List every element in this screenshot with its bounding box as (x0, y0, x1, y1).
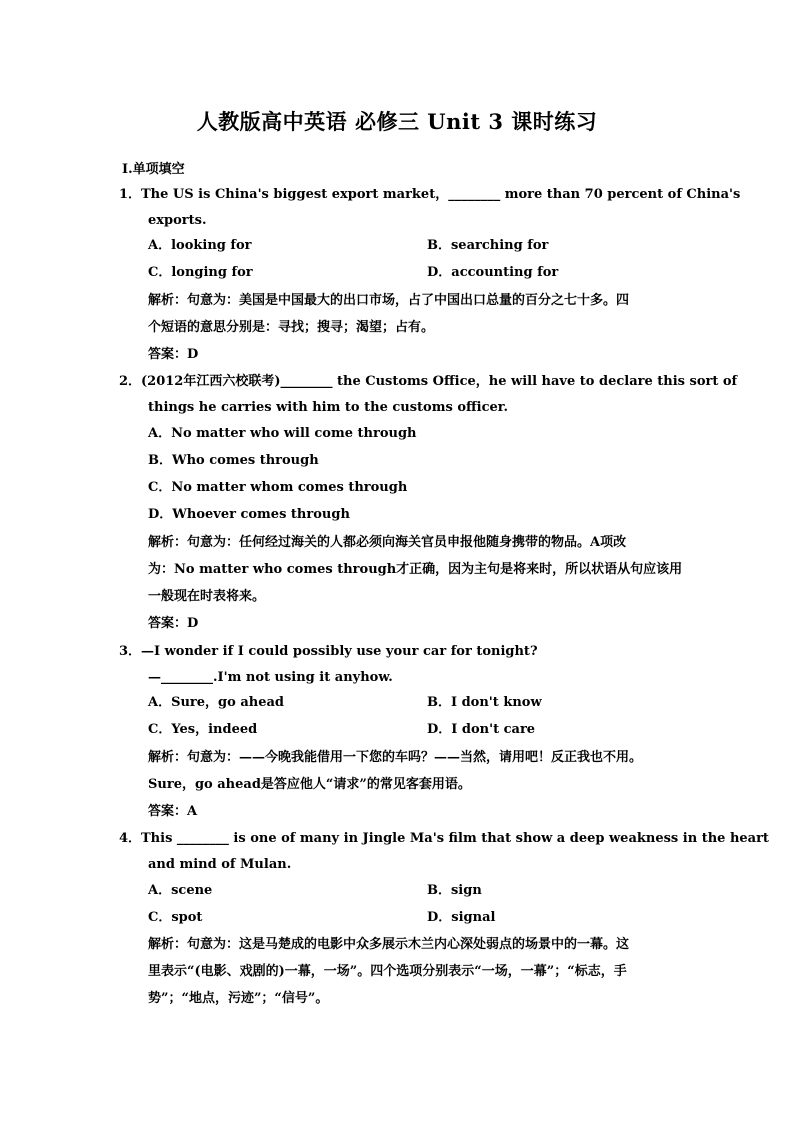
option-c: C．spot (148, 910, 203, 925)
option-c: C．No matter whom comes through (148, 480, 408, 495)
explanation: 解析：句意为：——今晚我能借用一下您的车吗？——当然，请用吧！反正我也不用。 (148, 750, 643, 765)
question-stem: (2012年江西六校联考)________ the Customs Office，he will have to declare this sort of (141, 374, 738, 389)
option-b: B．sign (427, 883, 482, 898)
option-c: C．longing for (148, 265, 253, 280)
question-number: 3． (119, 644, 142, 659)
option-a: A．No matter who will come through (148, 426, 417, 441)
explanation-cont: 个短语的意思分别是：寻找；搜寻；渴望；占有。 (148, 320, 435, 335)
explanation-cont: 为：No matter who comes through才正确，因为主句是将来时，所以状语从句应该用 (148, 562, 683, 577)
question-stem-cont: exports. (148, 213, 207, 228)
option-b: B．Who comes through (148, 453, 319, 468)
question-stem-cont: and mind of Mulan. (148, 857, 292, 872)
explanation-cont: 里表示“(电影、戏剧的)一幕，一场”。四个选项分别表示“一场，一幕”；“标志，手 (148, 964, 627, 979)
question-stem-cont: —________.I'm not using it anyhow. (148, 670, 393, 685)
option-b: B．I don't know (427, 695, 542, 710)
question-stem: —I wonder if I could possibly use your car for tonight? (141, 644, 538, 659)
question-stem: This ________ is one of many in Jingle Ma's film that show a deep weakness in the heart (141, 831, 769, 846)
explanation: 解析：句意为：任何经过海关的人都必须向海关官员申报他随身携带的物品。A项改 (148, 535, 627, 550)
section-heading: Ⅰ.单项填空 (122, 162, 185, 177)
option-c: C．Yes，indeed (148, 722, 258, 737)
question-number: 1． (119, 187, 142, 202)
explanation-cont: Sure，go ahead是答应他人“请求”的常见客套用语。 (148, 777, 471, 792)
page-title: 人教版高中英语 必修三 Unit 3 课时练习 (196, 109, 598, 134)
option-a: A．Sure，go ahead (148, 695, 284, 710)
option-d: D．Whoever comes through (148, 507, 350, 522)
question-stem-cont: things he carries with him to the customs officer. (148, 400, 508, 415)
option-d: D．accounting for (427, 265, 559, 280)
answer: 答案：D (148, 616, 199, 631)
answer: 答案：A (148, 804, 198, 819)
question-number: 4． (119, 831, 142, 846)
option-d: D．I don't care (427, 722, 536, 737)
explanation: 解析：句意为：这是马楚成的电影中众多展示木兰内心深处弱点的场景中的一幕。这 (148, 937, 630, 952)
answer: 答案：D (148, 347, 199, 362)
option-d: D．signal (427, 910, 496, 925)
explanation-cont: 一般现在时表将来。 (148, 589, 266, 604)
question-number: 2． (119, 374, 142, 389)
option-b: B．searching for (427, 238, 549, 253)
explanation: 解析：句意为：美国是中国最大的出口市场，占了中国出口总量的百分之七十多。四 (148, 293, 630, 308)
option-a: A．scene (148, 883, 213, 898)
explanation-cont: 势”；“地点，污迹”；“信号”。 (148, 991, 329, 1006)
question-stem: The US is China's biggest export market，________ more than 70 percent of China's (141, 187, 741, 202)
option-a: A．looking for (148, 238, 252, 253)
